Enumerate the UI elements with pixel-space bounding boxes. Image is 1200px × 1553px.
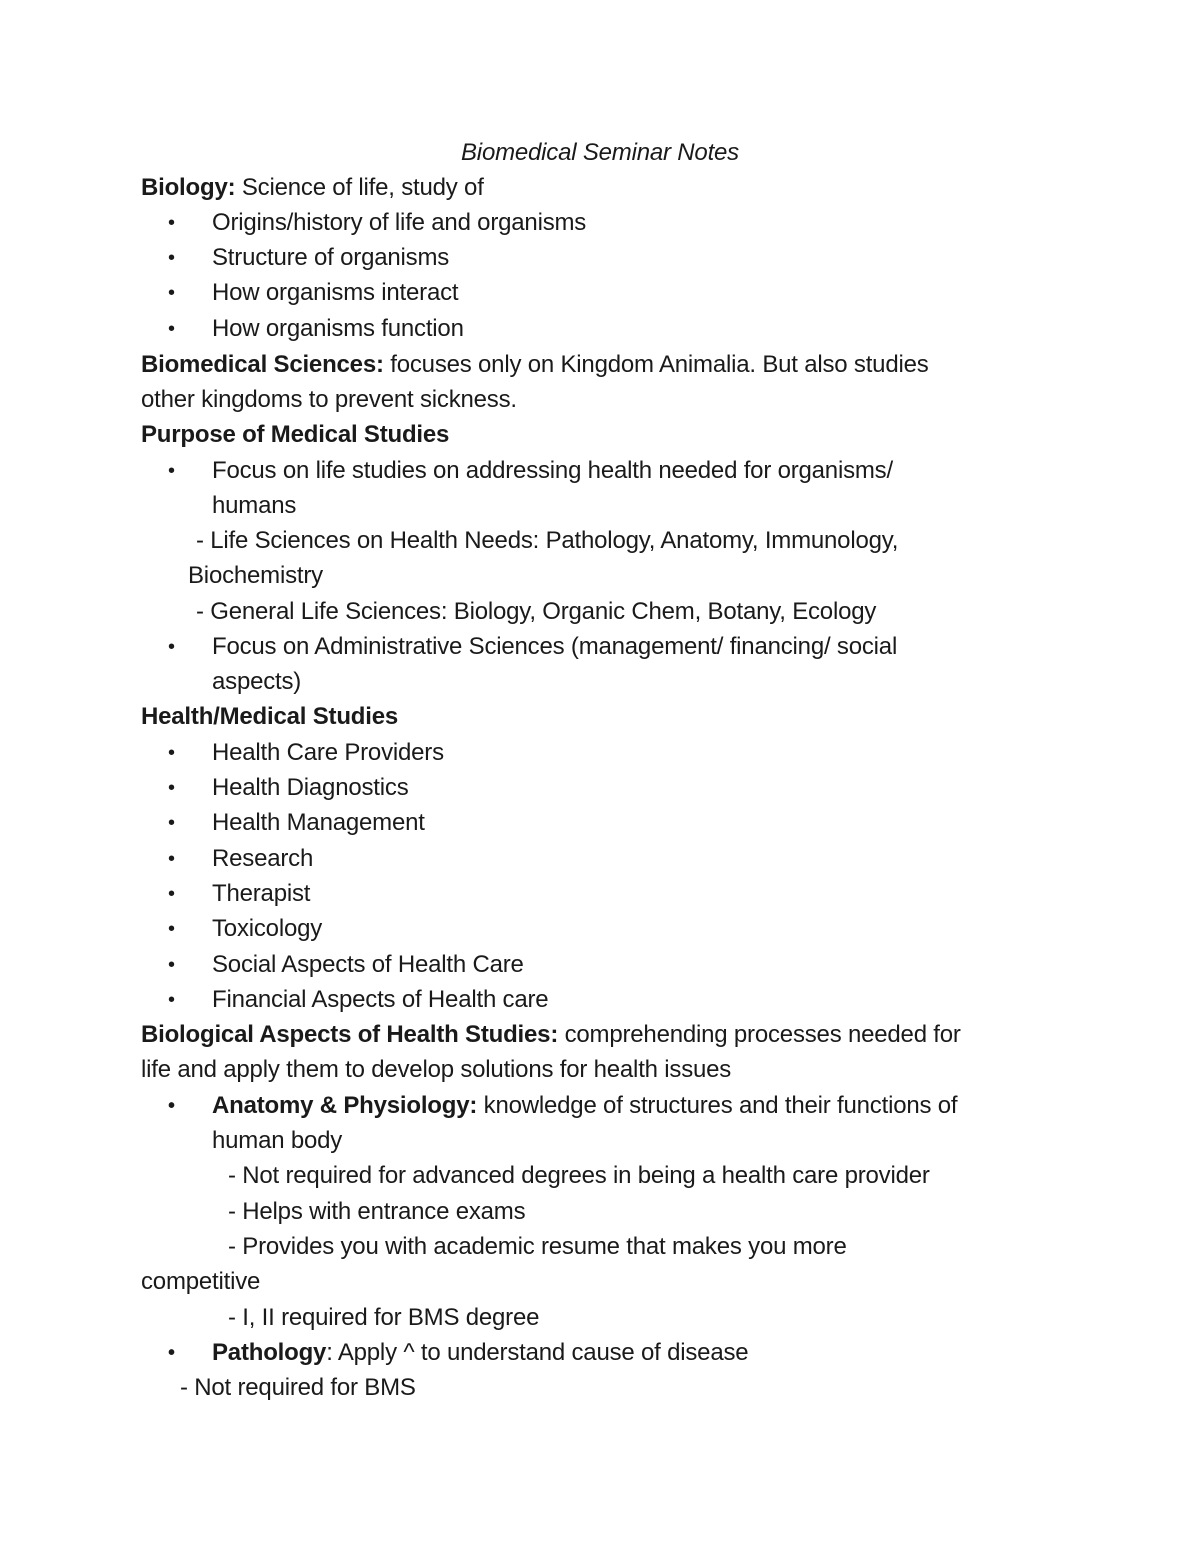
health-studies-item: Health Management bbox=[212, 809, 425, 836]
health-studies-item: Research bbox=[212, 845, 314, 872]
bullet-icon: • bbox=[168, 848, 176, 870]
bullet-icon: • bbox=[168, 212, 176, 234]
biology-label: Biology: bbox=[141, 174, 236, 201]
bullet-icon: • bbox=[168, 1342, 176, 1364]
anatomy-label: Anatomy & Physiology: bbox=[212, 1092, 478, 1119]
bullet-icon: • bbox=[168, 460, 176, 482]
biomedical-sciences-text: focuses only on Kingdom Animalia. But also studies bbox=[383, 351, 929, 378]
bullet-icon: • bbox=[168, 1095, 176, 1117]
anatomy-text-cont: human body bbox=[212, 1127, 343, 1154]
biology-item: Structure of organisms bbox=[212, 244, 450, 271]
bullet-icon: • bbox=[168, 989, 176, 1011]
page-title: Biomedical Seminar Notes bbox=[461, 139, 739, 166]
biomedical-sciences-text-cont: other kingdoms to prevent sickness. bbox=[141, 386, 517, 413]
purpose-heading: Purpose of Medical Studies bbox=[141, 421, 450, 448]
pathology-label: Pathology bbox=[212, 1339, 327, 1366]
bullet-icon: • bbox=[168, 883, 176, 905]
biological-aspects-line bbox=[141, 1020, 961, 1050]
anatomy-subitem: - I, II required for BMS degree bbox=[228, 1304, 540, 1331]
biomedical-sciences-label: Biomedical Sciences: bbox=[141, 351, 384, 378]
bullet-icon: • bbox=[168, 247, 176, 269]
purpose-item-cont: humans bbox=[212, 492, 297, 519]
health-studies-item: Health Care Providers bbox=[212, 739, 444, 766]
anatomy-line bbox=[212, 1091, 957, 1121]
health-studies-item: Social Aspects of Health Care bbox=[212, 951, 524, 978]
anatomy-subitem-cont: competitive bbox=[141, 1268, 261, 1295]
bullet-icon: • bbox=[168, 954, 176, 976]
biological-aspects-label: Biological Aspects of Health Studies: bbox=[141, 1021, 559, 1048]
purpose-subitem: - General Life Sciences: Biology, Organic Chem, Botany, Ecology bbox=[196, 598, 877, 625]
purpose-subitem: - Life Sciences on Health Needs: Pathology, Anatomy, Immunology, bbox=[196, 527, 899, 554]
pathology-subitem: - Not required for BMS bbox=[180, 1374, 416, 1401]
bullet-icon: • bbox=[168, 918, 176, 940]
biological-aspects-text: comprehending processes needed for bbox=[558, 1021, 961, 1048]
bullet-icon: • bbox=[168, 812, 176, 834]
health-studies-item: Financial Aspects of Health care bbox=[212, 986, 549, 1013]
biology-text: Science of life, study of bbox=[235, 174, 484, 201]
anatomy-subitem: - Helps with entrance exams bbox=[228, 1198, 526, 1225]
biology-line bbox=[141, 173, 484, 203]
biology-item: How organisms interact bbox=[212, 279, 459, 306]
biology-item: Origins/history of life and organisms bbox=[212, 209, 587, 236]
pathology-line bbox=[212, 1338, 748, 1368]
pathology-text: : Apply ^ to understand cause of disease bbox=[326, 1339, 749, 1366]
bullet-icon: • bbox=[168, 318, 176, 340]
bullet-icon: • bbox=[168, 282, 176, 304]
biology-item: How organisms function bbox=[212, 315, 464, 342]
anatomy-subitem: - Provides you with academic resume that makes you more bbox=[228, 1233, 847, 1260]
health-studies-item: Toxicology bbox=[212, 915, 323, 942]
biological-aspects-text-cont: life and apply them to develop solutions for health issues bbox=[141, 1056, 732, 1083]
purpose-subitem-cont: Biochemistry bbox=[188, 562, 323, 589]
bullet-icon: • bbox=[168, 742, 176, 764]
bullet-icon: • bbox=[168, 777, 176, 799]
purpose-item: Focus on Administrative Sciences (management/ financing/ social bbox=[212, 633, 898, 660]
purpose-item: Focus on life studies on addressing health needed for organisms/ bbox=[212, 457, 893, 484]
anatomy-text: knowledge of structures and their functions of bbox=[477, 1092, 958, 1119]
purpose-item-cont: aspects) bbox=[212, 668, 302, 695]
health-studies-item: Health Diagnostics bbox=[212, 774, 409, 801]
health-studies-item: Therapist bbox=[212, 880, 311, 907]
biomedical-sciences-line bbox=[141, 350, 929, 380]
anatomy-subitem: - Not required for advanced degrees in being a health care provider bbox=[228, 1162, 930, 1189]
health-studies-heading: Health/Medical Studies bbox=[141, 703, 398, 730]
bullet-icon: • bbox=[168, 636, 176, 658]
